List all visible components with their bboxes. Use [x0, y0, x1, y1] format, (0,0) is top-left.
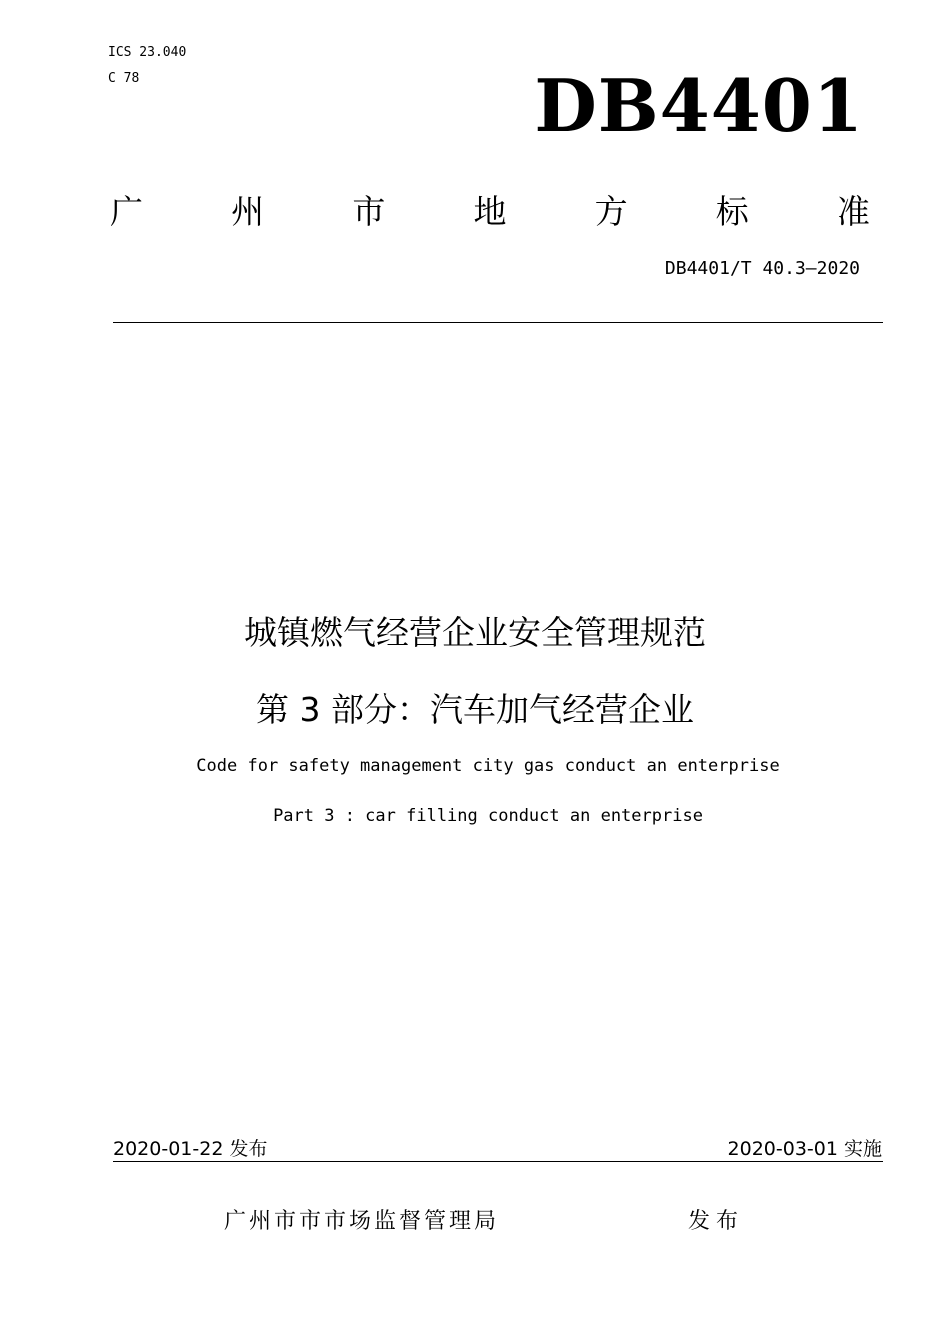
- standard-type-char: 准: [836, 192, 870, 231]
- standard-type-char: 广: [110, 192, 143, 231]
- ccs-code: C 78: [108, 71, 140, 86]
- publish-label: 发布: [688, 1209, 745, 1234]
- standard-type-heading: [110, 186, 870, 233]
- standard-code-logo: DB4401: [534, 63, 864, 148]
- standard-number: DB4401/T 40.3—2020: [664, 258, 860, 279]
- title-chinese-main: 城镇燃气经营企业安全管理规范: [244, 613, 706, 652]
- standard-type-char: 方: [594, 192, 628, 231]
- standard-type-char: 州: [231, 192, 265, 231]
- implementation-date: 2020-03-01 实施: [727, 1138, 882, 1160]
- title-english-main: Code for safety management city gas conduct an enterprise: [196, 756, 780, 776]
- standard-type-char: 地: [473, 192, 507, 231]
- publisher-name: 广州市市市场监督管理局: [224, 1209, 500, 1234]
- standard-type-char: 市: [352, 192, 386, 231]
- header-divider: [113, 322, 883, 323]
- title-chinese-part: 第 3 部分：汽车加气经营企业: [256, 690, 694, 729]
- issue-date: 2020-01-22 发布: [113, 1138, 268, 1160]
- title-english-part: Part 3 : car filling conduct an enterprise: [273, 806, 703, 826]
- ics-code: ICS 23.040: [108, 45, 187, 60]
- footer-divider: [113, 1161, 883, 1162]
- standard-type-char: 标: [715, 192, 749, 231]
